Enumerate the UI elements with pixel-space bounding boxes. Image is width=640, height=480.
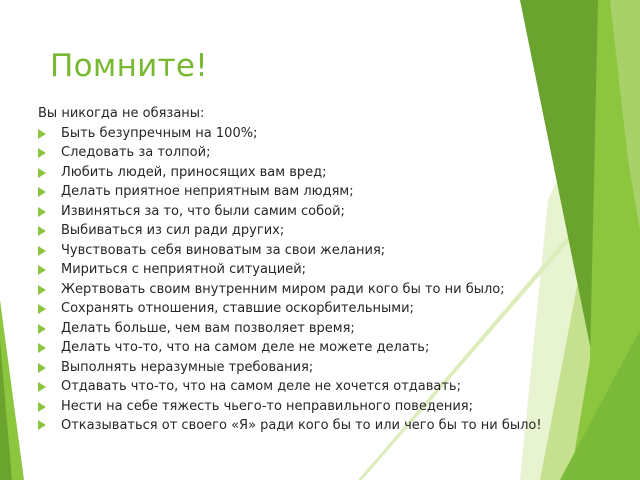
list-item [38,280,598,300]
triangle-bullet-icon [38,420,46,430]
list-item [38,202,598,222]
triangle-bullet-icon [38,148,46,158]
list-item-text: Любить людей, приносящих вам вред; [61,164,327,180]
list-item-text: Извиняться за то, что были самим собой; [61,203,345,219]
list-item-text: Отдавать что-то, что на самом деле не хочется отдавать; [61,379,461,394]
list-item-text: Быть безупречным на 100%; [61,125,258,141]
list-item [38,377,598,397]
triangle-bullet-icon [38,402,46,412]
list-item-text: Отказываться от своего «Я» ради кого бы то или чего бы то ни было! [61,418,542,433]
list-item [38,358,598,378]
triangle-bullet-icon [38,304,46,314]
triangle-bullet-icon [38,246,46,256]
list-item-text: Мириться с неприятной ситуацией; [61,262,307,277]
triangle-bullet-icon [38,324,46,334]
list-item-text: Выполнять неразумные требования; [61,359,314,375]
triangle-bullet-icon [38,363,46,373]
list-item-text: Нести на себе тяжесть чьего-то неправильного поведения; [61,398,473,414]
triangle-bullet-icon [38,285,46,295]
list-item-text: Чувствовать себя виноватым за свои желания; [61,242,386,258]
triangle-bullet-icon [38,343,46,353]
list-item-text: Жертвовать своим внутренним миром ради кого бы то ни было; [61,281,505,297]
list-item [38,143,598,163]
triangle-bullet-icon [38,207,46,217]
triangle-bullet-icon [38,187,46,197]
list-item [38,182,598,202]
triangle-bullet-icon [38,382,46,392]
list-item-text: Делать больше, чем вам позволяет время; [61,320,355,336]
list-item-text: Следовать за толпой; [61,145,211,160]
list-item [38,221,598,241]
list-item [38,124,598,144]
list-item [38,260,598,280]
list-item [38,319,598,339]
list-item [38,397,598,417]
slide-body [38,104,598,432]
list-item [38,299,598,319]
list-item [38,338,598,358]
triangle-bullet-icon [38,168,46,178]
triangle-bullet-icon [38,265,46,275]
list-item [38,241,598,261]
slide-title: Помните! [50,48,209,84]
list-item [38,416,601,432]
list-item-text: Делать что-то, что на самом деле не можете делать; [61,340,430,355]
intro-text: Вы никогда не обязаны: [38,106,205,121]
bullet-list [38,124,598,433]
triangle-bullet-icon [38,226,46,236]
list-item-text: Сохранять отношения, ставшие оскорбительными; [61,301,414,316]
list-item-text: Выбиваться из сил ради других; [61,223,285,238]
triangle-bullet-icon [38,129,46,139]
list-item-text: Делать приятное неприятным вам людям; [61,184,354,199]
list-item [38,163,598,183]
